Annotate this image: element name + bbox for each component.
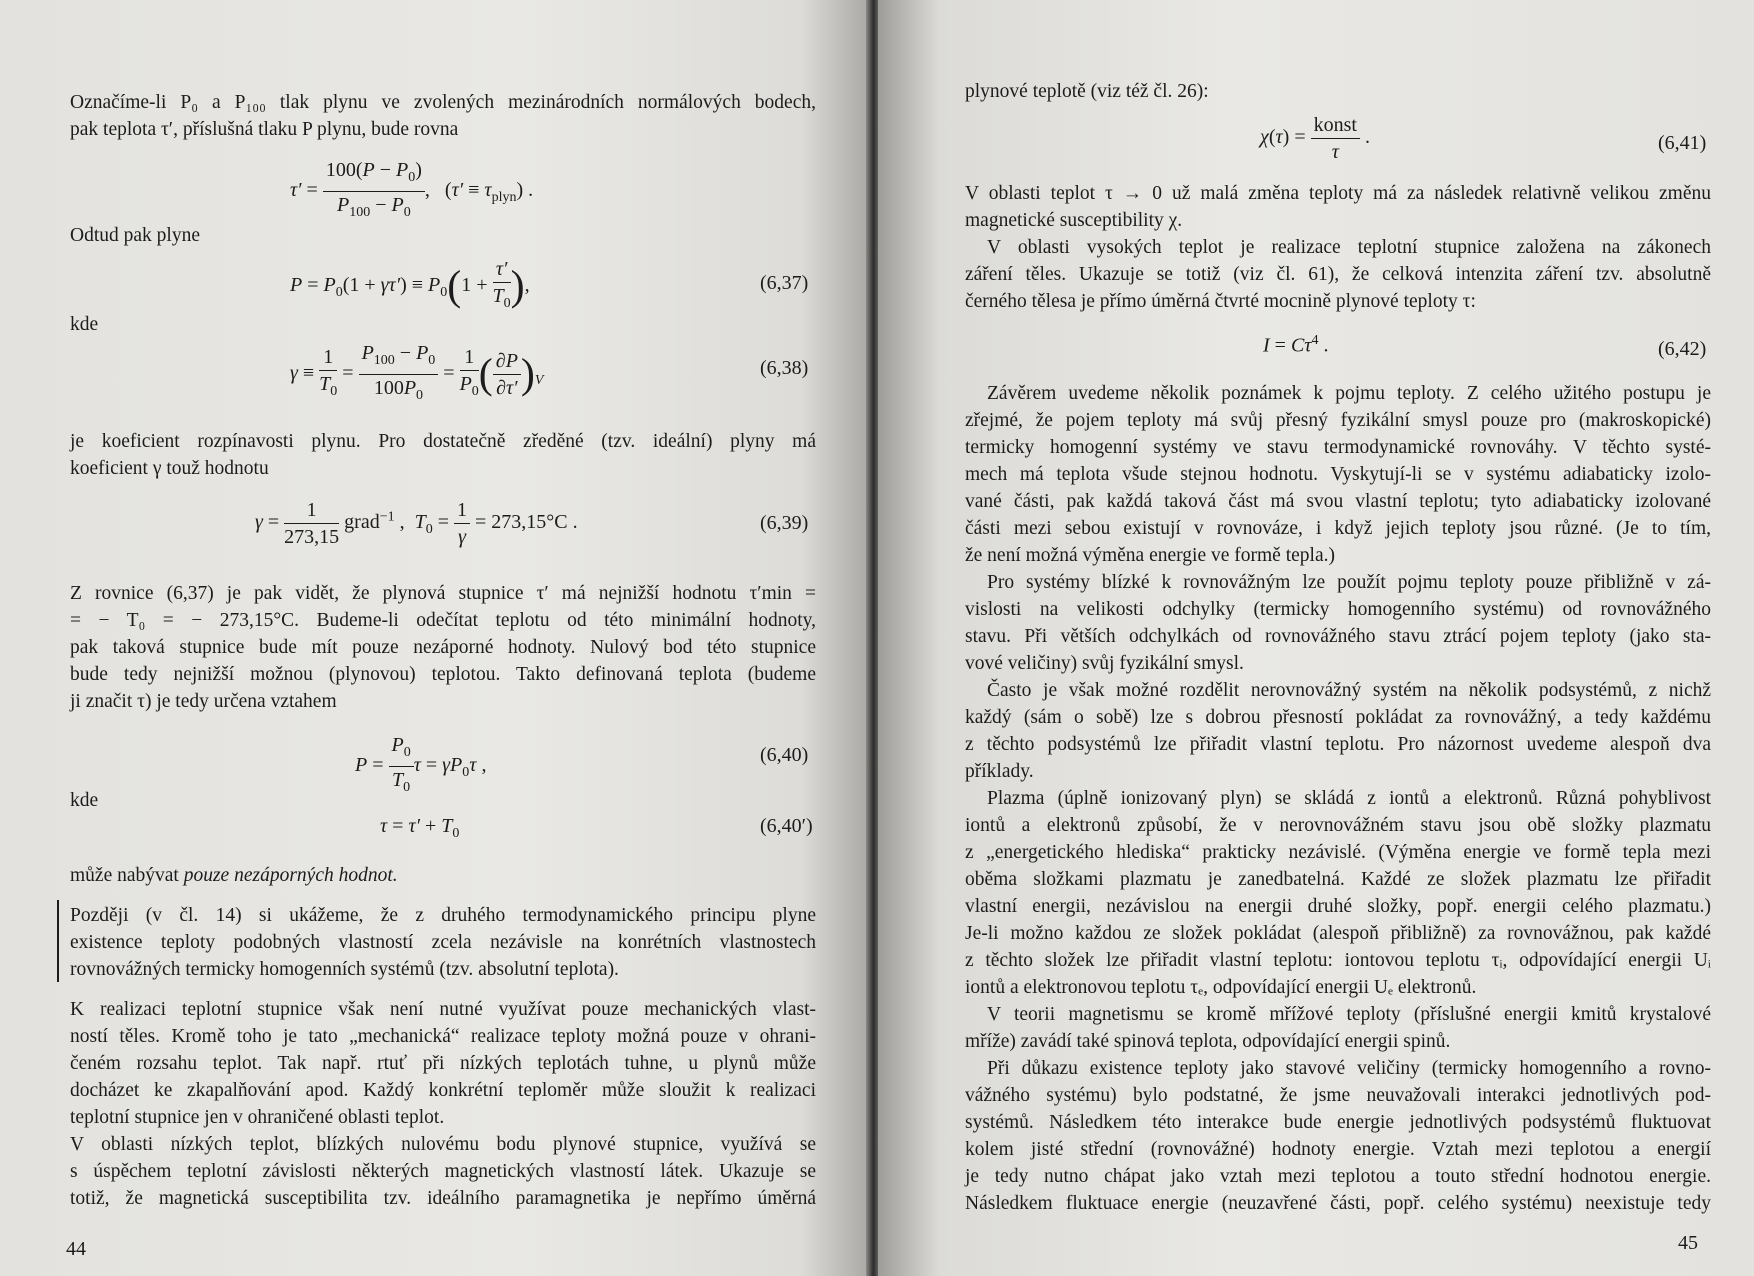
- text-line: V oblasti vysokých teplot je realizace teplotní stupnice založena na zákonech: [987, 237, 1711, 258]
- equation-number: (6,39): [760, 512, 809, 534]
- text-line: z těchto složek lze přiřadit vlastní teplotu: iontovou teplotu τᵢ, odpovídající energii Uᵢ: [965, 950, 1711, 971]
- text-line: kde: [70, 314, 99, 335]
- text-span: může nabývat: [70, 865, 179, 886]
- text-line: kde: [70, 790, 99, 811]
- text-line: záření těles. Ukazuje se totiž (viz čl. 61), že celková intenzita záření tzv. absolutně: [965, 264, 1711, 285]
- equation-number: (6,40′): [760, 815, 813, 837]
- text-line: čeném rozsahu teplot. Tak např. rtuť při nízkých teplotách tuhne, u plynů může: [70, 1053, 816, 1074]
- text-line: Je-li možno každou ze složek pokládat (alespoň přibližně) za rovnovážnou, pak každé: [965, 923, 1711, 944]
- text-line: vislosti na velikosti odchylky (termicky homogenního systému) od rovnovážného: [965, 599, 1711, 620]
- text-line: každý (sám o sobě) lze s dobrou přesností pokládat za rovnovážný, a tedy každému: [965, 707, 1711, 728]
- text-line: totiž, že magnetická susceptibilita tzv. ideálního paramagnetika je nepřímo úměrná: [70, 1188, 816, 1209]
- text-line: části mezi sebou existují v rovnováze, i když jejich teploty jsou různé. (Je to tím,: [965, 518, 1711, 539]
- equation-6-37: $P = P_0(1 + \gamma\tau') \equiv P_0(1$ + $\frac{\tau'}{T_0}$ ),: [290, 258, 530, 311]
- text-line: Plazma (úplně ionizovaný plyn) se skládá z iontů a elektronů. Různá pohyblivost: [987, 788, 1711, 809]
- text-line: příklady.: [965, 761, 1034, 782]
- equation-number: (6,37): [760, 272, 809, 294]
- text-line: iontů a elektronovou teplotu τₑ, odpovídající energii Uₑ elektronů.: [965, 977, 1477, 998]
- text-line: mech má teplota všude stejnou hodnotu. Vyskytují-li se v systému adiabaticky izolo-: [965, 464, 1711, 485]
- text-line: vané části, pak každá taková část má svou vlastní teplotu; tyto adiabaticky izolované: [965, 491, 1711, 512]
- equation-number: (6,38): [760, 357, 809, 379]
- text-line: = − T₀ = − 273,15°C. Budeme-li odečítat teplotu od této minimální hodnoty,: [70, 610, 816, 631]
- text-line: černého tělesa je přímo úměrná čtvrté mocnině plynové teploty τ:: [965, 291, 1476, 312]
- text-line: oběma složkami plazmatu je zanedbatelná. Každé ze složek plazmatu lze přiřadit: [965, 869, 1711, 890]
- text-line: Později (v čl. 14) si ukážeme, že z druhého termodynamického principu plyne: [70, 905, 816, 926]
- page-number: 44: [66, 1238, 86, 1260]
- text-line: plynové teplotě (viz též čl. 26):: [965, 81, 1209, 102]
- equation-6-41: χ(τ) = $\frac{\text{konst}}{\tau}$ .: [1260, 114, 1370, 163]
- margin-bar: [57, 900, 59, 982]
- text-line: z „energetického hlediska“ prakticky nezávislé. (Výměna energie ve formě tepla mezi: [965, 842, 1711, 863]
- text-line: V oblasti nízkých teplot, blízkých nulovému bodu plynové stupnice, využívá se: [70, 1134, 816, 1155]
- text-line: že není možná výměna energie ve formě tepla.): [965, 545, 1335, 566]
- text-line: rovnovážných termicky homogenních systémů (tzv. absolutní teplota).: [70, 959, 619, 980]
- text-line: [70, 862, 398, 889]
- text-line: existence teploty podobných vlastností zcela nezávisle na konrétních vlastnostech: [70, 932, 816, 953]
- text-line: V oblasti teplot τ → 0 už malá změna teploty má za následek relativně velikou změnu: [965, 183, 1711, 204]
- text-line: vlastní energii, nezávislou na energii druhé složky, popř. energii celého plazmatu.): [965, 896, 1711, 917]
- equation-6-39: γ = $\frac{1}{273,15}$ grad$^{-1}$ , $T_0$ = $\frac{1}{\gamma}$ = 273,15°C .: [255, 499, 578, 548]
- text-line: stavu. Při větších odchylkách od rovnovážného stavu ztrácí pojem teploty (jako sta-: [965, 626, 1711, 647]
- text-line: vážného systému) bylo podstatné, že jsme neuvažovali interakci jednotlivých pod-: [965, 1085, 1711, 1106]
- text-line: zřejmé, že pojem teploty má svůj přesný fyzikální smysl pouze pro (makroskopické): [965, 410, 1711, 431]
- equation-number: (6,41): [1658, 132, 1707, 154]
- text-line: docházet ke zkapalňování apod. Každý konkrétní teploměr může sloužit k realizaci: [70, 1080, 816, 1101]
- text-line: pak taková stupnice bude mít pouze nezáporné hodnoty. Nulový bod této stupnice: [70, 637, 816, 658]
- text-line: Následkem fluktuace energie (neuzavřené části, popř. celého systému) neexistuje tedy: [965, 1193, 1711, 1214]
- text-line: pak teplota τ′, příslušná tlaku P plynu, bude rovna: [70, 119, 459, 140]
- emphasis: pouze nezáporných hodnot.: [183, 865, 398, 886]
- equation-6-40: P = $\frac{P_0}{T_0}$ $\tau = \gamma P_0\tau$ ,: [355, 734, 487, 795]
- text-line: Z rovnice (6,37) je pak vidět, že plynová stupnice τ′ má nejnižší hodnotu τ′min =: [70, 583, 816, 604]
- equation-tau-prime: τ′ = $\frac{100(P - P_0)}{P_{100} - P_0}$ , $(\tau' \equiv \tau_{plyn})$ .: [290, 159, 534, 220]
- text-line: vové veličiny) svůj fyzikální smysl.: [965, 653, 1244, 674]
- text-line: K realizaci teplotní stupnice však není nutné využívat pouze mechanických vlast-: [70, 999, 816, 1020]
- equation-6-40-prime: $\tau = \tau' + T_0$: [380, 815, 460, 841]
- equation-number: (6,40): [760, 744, 809, 766]
- text-line: Při důkazu existence teploty jako stavové veličiny (termicky homogenního a rovno-: [987, 1058, 1711, 1079]
- text-line: teplotní stupnice jen v ohraničené oblasti teplot.: [70, 1107, 445, 1128]
- text-line: systémů. Následkem této interakce bude energie jednotlivých podsystémů fluktuovat: [965, 1112, 1711, 1133]
- equation-6-38: γ ≡ $\frac{1}{T_0}$ = $\frac{P_{100} - P_0}{100P_0}$ = $\frac{1}{P_0}$ ( $\frac{\partial P}{\partial\tau'}$ )$_V$: [290, 342, 544, 403]
- text-line: mříže) zavádí také spinová teplota, odpovídající energii spinů.: [965, 1031, 1451, 1052]
- text-line: z těchto podsystémů lze přiřadit vlastní teplotu. Pro názornost uvedeme alespoň dva: [965, 734, 1711, 755]
- text-line: bude tedy nejnižší možnou (plynovou) teplotou. Takto definovaná teplota (budeme: [70, 664, 816, 685]
- left-page: [0, 0, 870, 1276]
- text-line: V teorii magnetismu se kromě mřížové teploty (příslušné energii kmitů krystalové: [987, 1004, 1711, 1025]
- text-line: ností těles. Kromě toho je tato „mechanická“ realizace teploty možná pouze v ohrani-: [70, 1026, 816, 1047]
- right-page: [878, 0, 1754, 1276]
- text-line: iontů a elektronů způsobí, že v nerovnovážném stavu jsou obě složky plazmatu: [965, 815, 1711, 836]
- text-line: Často je však možné rozdělit nerovnovážný systém na několik podsystémů, z nichž: [987, 680, 1711, 701]
- text-line: Označíme-li P₀ a P₁₀₀ tlak plynu ve zvolených mezinárodních normálových bodech,: [70, 92, 816, 113]
- text-line: Závěrem uvedeme několik poznámek k pojmu teploty. Z celého užitého postupu je: [987, 383, 1711, 404]
- text-line: kolem jisté střední (rovnovážné) hodnoty energie. Vztah mezi teplotou a energií: [965, 1139, 1711, 1160]
- text-line: magnetické susceptibility χ.: [965, 210, 1183, 231]
- text-line: Odtud pak plyne: [70, 225, 200, 246]
- text-line: ji značit τ) je tedy určena vztahem: [70, 691, 337, 712]
- text-line: koeficient γ touž hodnotu: [70, 458, 269, 479]
- text-line: je tedy nutno chápat jako vztah mezi teplotou a touto střední hodnotou energie.: [965, 1166, 1711, 1187]
- text-line: s úspěchem teplotní závislosti některých magnetických vlastností látek. Ukazuje se: [70, 1161, 816, 1182]
- text-line: termicky homogenní systémy ve stavu termodynamické rovnováhy. V těchto systé-: [965, 437, 1711, 458]
- equation-number: (6,42): [1658, 338, 1707, 360]
- page-number: 45: [1678, 1232, 1698, 1254]
- text-line: je koeficient rozpínavosti plynu. Pro dostatečně zředěné (tzv. ideální) plyny má: [70, 431, 816, 452]
- equation-6-42: $I = C\tau^4$ .: [1263, 333, 1329, 357]
- text-line: Pro systémy blízké k rovnovážným lze použít pojmu teploty pouze přibližně v zá-: [987, 572, 1711, 593]
